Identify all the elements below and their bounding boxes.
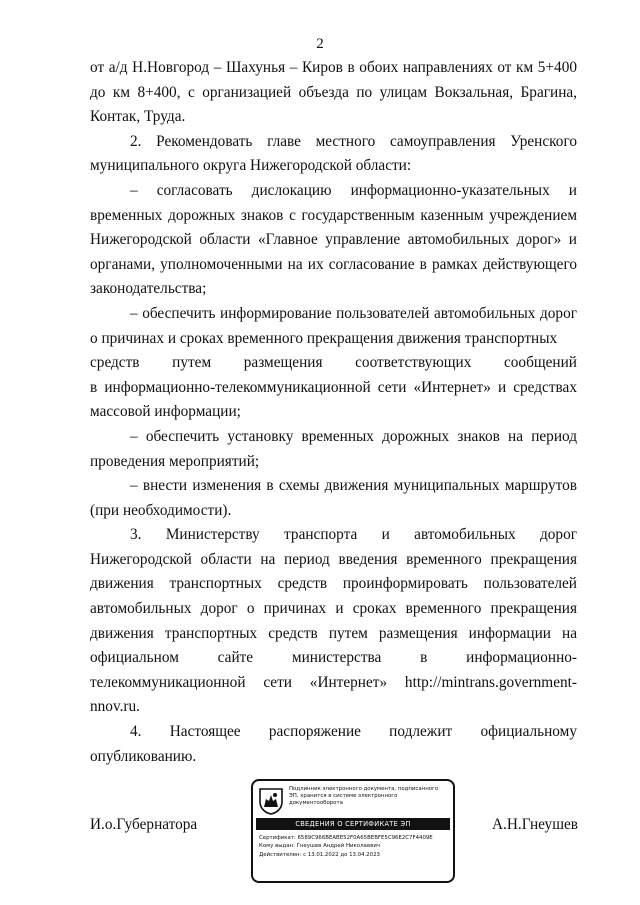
paragraph-subitem-inform-line: средств путем размещения соответствующих сообщений <box>90 354 577 372</box>
paragraph-item-2: 2. Рекомендовать главе местного самоуправления Уренского муниципального округа Нижегородской области: <box>90 132 577 175</box>
paragraph-subitem-inform: – обеспечить информирование пользователей автомобильных дорог о причинах и сроках временного прекращения движения транспортных <box>90 304 577 347</box>
coat-of-arms-icon <box>258 787 284 815</box>
paragraph-subitem-signs: – обеспечить установку временных дорожных знаков на период проведения мероприятий; <box>90 427 577 470</box>
paragraph-subitem-agree: – согласовать дислокацию информационно-указательных и временных дорожных знаков с государственным казенным учреждением Нижегородской области «Главное управление автомобильных дорог» и органами, уполномоченными на их согласование в рамках действующего законодательства; <box>90 181 577 298</box>
signer-title: И.о.Губернатора <box>90 816 198 833</box>
paragraph-subitem-routes: – внести изменения в схемы движения муниципальных маршрутов (при необходимости). <box>90 477 577 519</box>
document-body <box>90 56 577 769</box>
stamp-header-text: Подлинник электронного документа, подписанного ЭП, хранится в системе электронного документооборота <box>289 786 439 806</box>
paragraph-subitem-inform-end: в информационно-телекоммуникационной сети «Интернет» и средствах массовой информации; <box>90 378 577 421</box>
paragraph-item-4: 4. Настоящее распоряжение подлежит официальному опубликованию. <box>90 723 577 765</box>
stamp-owner: Кому выдан: Гнеушев Андрей Николаевич <box>259 843 381 850</box>
stamp-certificate: Сертификат: 6589C966BEABE52F0A65BEBFE5C96E2C7F4409E <box>259 835 433 841</box>
paragraph-item-3: 3. Министерству транспорта и автомобильных дорог Нижегородской области на период введения временного прекращения движения транспортных средств проинформировать пользователей автомобильных дорог о причинах и сроках временного прекращения движения транспортных средств путем размещения информации на официальном сайте министерства в информационно-телекоммуникационной сети «Интернет» http://mintrans.government-nnov.ru. <box>90 526 577 716</box>
paragraph-continuation: от а/д Н.Новгород – Шахунья – Киров в обоих направлениях от км 5+400 до км 8+400, с организацией объезда по улицам Вокзальная, Брагина, Контак, Труда. <box>90 59 577 126</box>
stamp-validity: Действителен: с 13.01.2022 до 13.04.2023 <box>259 851 380 858</box>
page-number: 2 <box>316 36 324 52</box>
stamp-details <box>259 834 451 859</box>
signer-name: А.Н.Гнеушев <box>491 816 578 833</box>
stamp-title-bar: СВЕДЕНИЯ О СЕРТИФИКАТЕ ЭП <box>256 818 450 830</box>
electronic-signature-stamp <box>251 779 455 883</box>
